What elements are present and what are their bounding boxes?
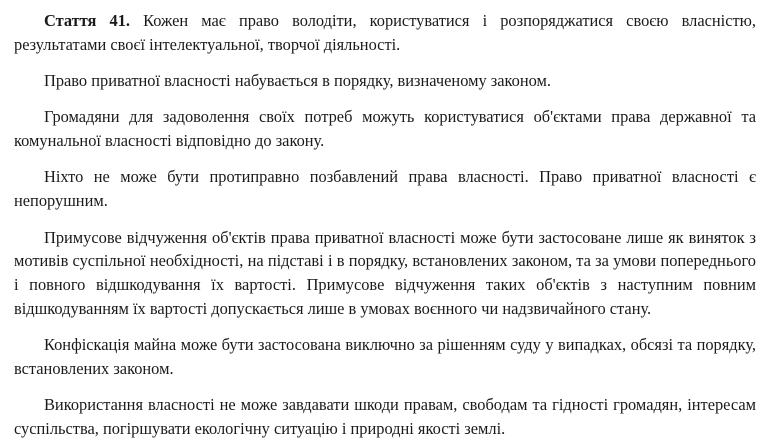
article-heading: Стаття 41. xyxy=(44,11,130,30)
article-intro-paragraph xyxy=(14,9,756,57)
article-intro-text: Кожен має право володіти, користуватися і розпоряджатися своєю власністю, результатами своєї інтелектуальної, творчої діяльності. xyxy=(14,11,757,54)
paragraph-state-communal-property-use: Громадяни для задоволення своїх потреб можуть користуватися об'єктами права державної та комунальної власності відповідно до закону. xyxy=(14,107,756,151)
paragraph-confiscation: Конфіскація майна може бути застосована виключно за рішенням суду у випадках, обсязі та порядку, встановлених законом. xyxy=(14,335,756,379)
paragraph-inviolability: Ніхто не може бути протиправно позбавлений права власності. Право приватної власності є непорушним. xyxy=(14,167,756,211)
paragraph-private-property-acquisition: Право приватної власності набувається в порядку, визначеному законом. xyxy=(44,71,551,91)
paragraph-compulsory-alienation: Примусове відчуження об'єктів права приватної власності може бути застосоване лише як виняток з мотивів суспільної необхідності, на підставі і в порядку, встановлених законом, та за умови попереднього і повного відшкодування їх вартості. Примусове відчуження таких об'єктів з наступним повним відшкодуванням їх вартості допускається лише в умовах воєнного чи надзвичайного стану. xyxy=(14,227,756,318)
paragraph-use-of-property: Використання власності не може завдавати шкоди правам, свободам та гідності громадян, інтересам суспільства, погіршувати екологічну ситуацію і природні якості землі. xyxy=(14,395,756,439)
